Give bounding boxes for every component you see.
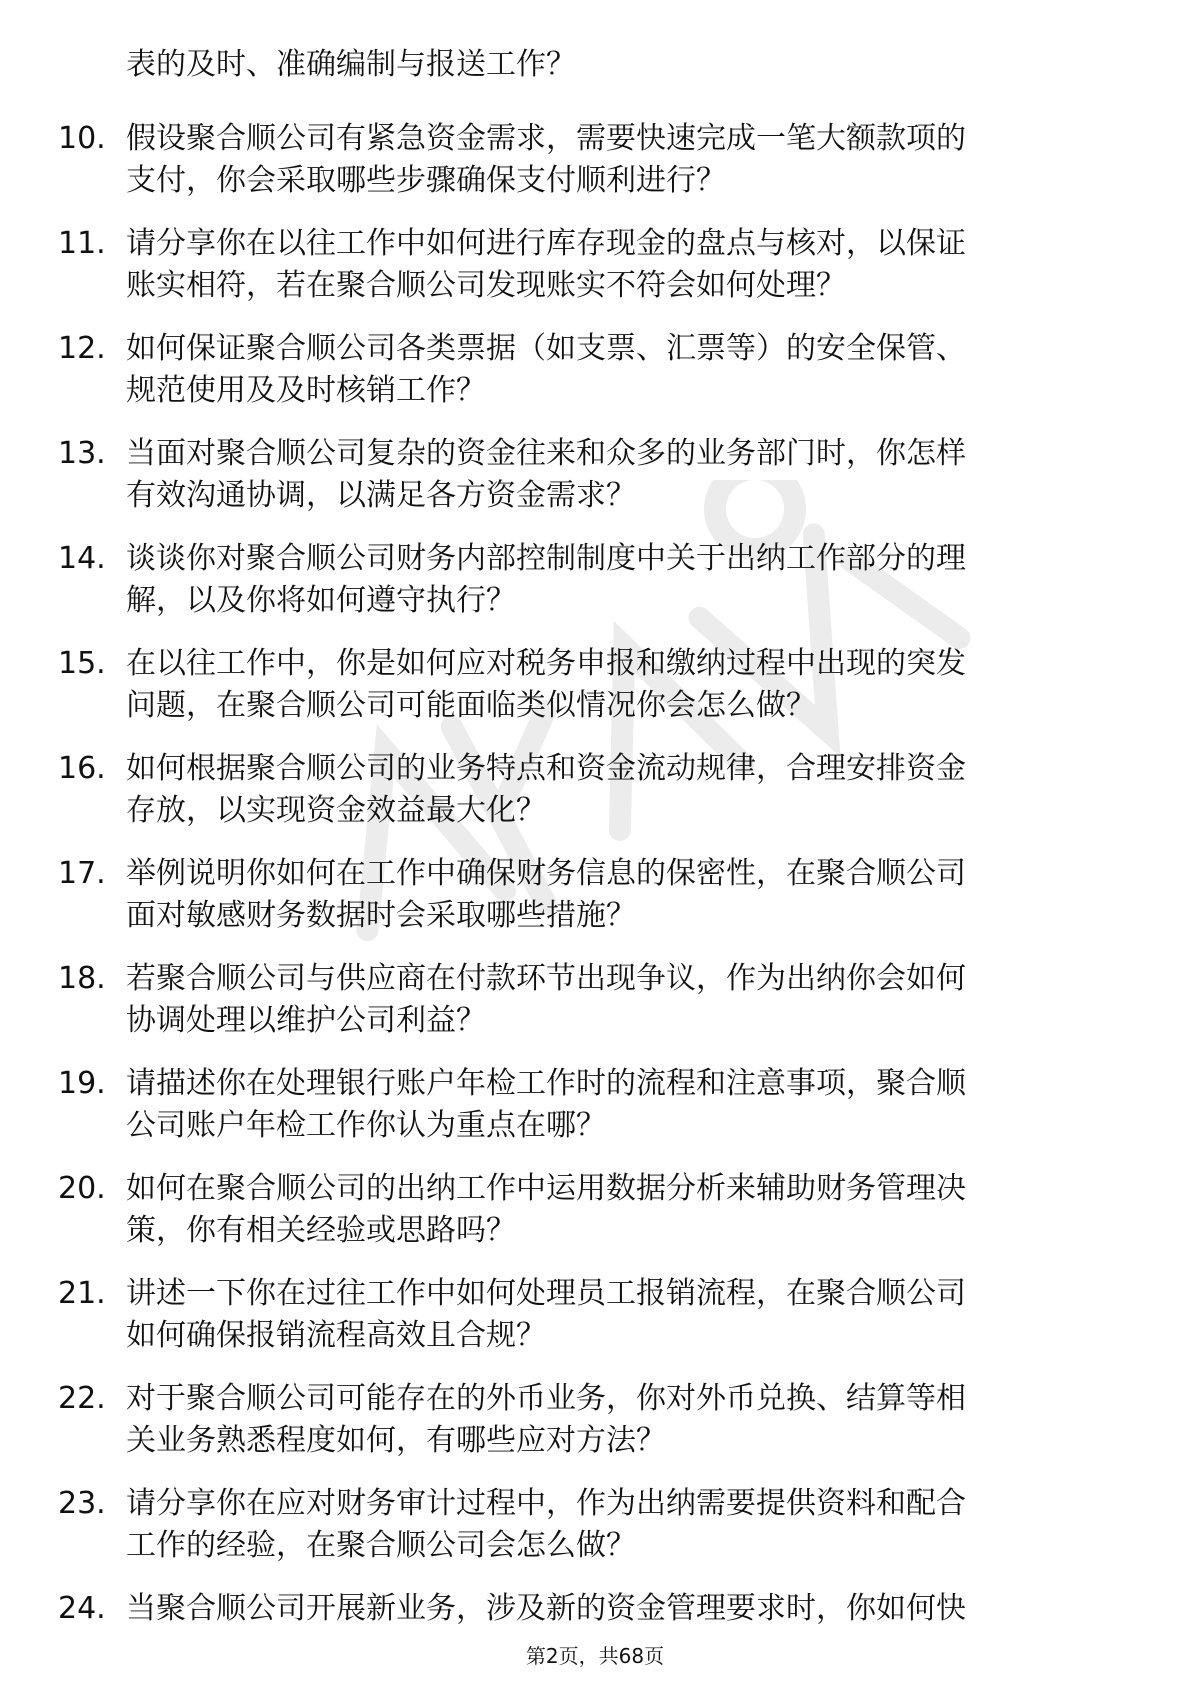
question-line: 关业务熟悉程度如何，有哪些应对方法？	[126, 1423, 666, 1458]
question-text	[126, 433, 1116, 517]
question-line: 如何根据聚合顺公司的业务特点和资金流动规律，合理安排资金	[126, 751, 966, 786]
question-number: 14.	[58, 541, 106, 576]
question-number: 21.	[58, 1276, 106, 1311]
question-line: 如何确保报销流程高效且合规？	[126, 1318, 546, 1353]
question-number: 24.	[58, 1591, 106, 1626]
question-line: 支付，你会采取哪些步骤确保支付顺利进行？	[126, 163, 726, 198]
question-line: 如何保证聚合顺公司各类票据（如支票、汇票等）的安全保管、	[126, 331, 966, 366]
question-text	[126, 643, 1116, 727]
question-line: 问题，在聚合顺公司可能面临类似情况你会怎么做？	[126, 688, 816, 723]
question-number: 12.	[58, 331, 106, 366]
list-item	[0, 1588, 1190, 1684]
question-line: 举例说明你如何在工作中确保财务信息的保密性，在聚合顺公司	[126, 856, 966, 891]
question-text	[126, 958, 1116, 1042]
question-line: 工作的经验，在聚合顺公司会怎么做？	[126, 1528, 636, 1563]
question-text	[126, 1378, 1116, 1462]
question-line: 若聚合顺公司与供应商在付款环节出现争议，作为出纳你会如何	[126, 961, 966, 996]
question-text	[126, 1588, 1116, 1630]
question-line: 策，你有相关经验或思路吗？	[126, 1213, 516, 1248]
question-list	[0, 118, 1190, 1684]
list-item	[0, 1063, 1190, 1168]
question-line: 协调处理以维护公司利益？	[126, 1003, 486, 1038]
question-line: 请描述你在处理银行账户年检工作时的流程和注意事项，聚合顺	[126, 1066, 966, 1101]
question-number: 20.	[58, 1171, 106, 1206]
question-text	[126, 223, 1116, 307]
question-line: 在以往工作中，你是如何应对税务申报和缴纳过程中出现的突发	[126, 646, 966, 681]
question-line: 规范使用及及时核销工作？	[126, 373, 486, 408]
question-line: 当面对聚合顺公司复杂的资金往来和众多的业务部门时，你怎样	[126, 436, 966, 471]
question-line: 讲述一下你在过往工作中如何处理员工报销流程，在聚合顺公司	[126, 1276, 966, 1311]
question-line: 请分享你在应对财务审计过程中，作为出纳需要提供资料和配合	[126, 1486, 966, 1521]
question-text	[126, 1273, 1116, 1357]
question-number: 15.	[58, 646, 106, 681]
question-number: 13.	[58, 436, 106, 471]
question-number: 23.	[58, 1486, 106, 1521]
question-line: 面对敏感财务数据时会采取哪些措施？	[126, 898, 636, 933]
question-text	[126, 748, 1116, 832]
list-item	[0, 1168, 1190, 1273]
question-line: 对于聚合顺公司可能存在的外币业务，你对外币兑换、结算等相	[126, 1381, 966, 1416]
question-line: 谈谈你对聚合顺公司财务内部控制制度中关于出纳工作部分的理	[126, 541, 966, 576]
question-text	[126, 853, 1116, 937]
list-item	[0, 433, 1190, 538]
page-footer: 第2页，共68页	[525, 1644, 665, 1668]
list-item	[0, 1273, 1190, 1378]
list-item	[0, 538, 1190, 643]
question-line: 当聚合顺公司开展新业务，涉及新的资金管理要求时，你如何快	[126, 1591, 966, 1626]
question-line: 请分享你在以往工作中如何进行库存现金的盘点与核对，以保证	[126, 226, 966, 261]
list-item	[0, 643, 1190, 748]
list-item	[0, 853, 1190, 958]
question-text	[126, 538, 1116, 622]
question-line: 有效沟通协调，以满足各方资金需求？	[126, 478, 636, 513]
list-item	[0, 118, 1190, 223]
question-number: 19.	[58, 1066, 106, 1101]
question-line: 存放，以实现资金效益最大化？	[126, 793, 546, 828]
question-line: 账实相符，若在聚合顺公司发现账实不符会如何处理？	[126, 268, 846, 303]
question-number: 11.	[58, 226, 106, 261]
question-number: 18.	[58, 961, 106, 996]
question-text	[126, 1483, 1116, 1567]
list-item	[0, 1378, 1190, 1483]
question-line: 如何在聚合顺公司的出纳工作中运用数据分析来辅助财务管理决	[126, 1171, 966, 1206]
list-item	[0, 223, 1190, 328]
question-line: 解，以及你将如何遵守执行？	[126, 583, 516, 618]
question-text	[126, 1168, 1116, 1252]
list-item	[0, 1483, 1190, 1588]
question-number: 17.	[58, 856, 106, 891]
question-number: 10.	[58, 121, 106, 156]
question-text	[126, 1063, 1116, 1147]
continuation-text: 表的及时、准确编制与报送工作？	[126, 47, 576, 82]
list-item	[0, 328, 1190, 433]
question-number: 16.	[58, 751, 106, 786]
question-number: 22.	[58, 1381, 106, 1416]
question-line: 假设聚合顺公司有紧急资金需求，需要快速完成一笔大额款项的	[126, 121, 966, 156]
question-text	[126, 118, 1116, 202]
question-text	[126, 328, 1116, 412]
question-line: 公司账户年检工作你认为重点在哪？	[126, 1108, 606, 1143]
list-item	[0, 958, 1190, 1063]
list-item	[0, 748, 1190, 853]
